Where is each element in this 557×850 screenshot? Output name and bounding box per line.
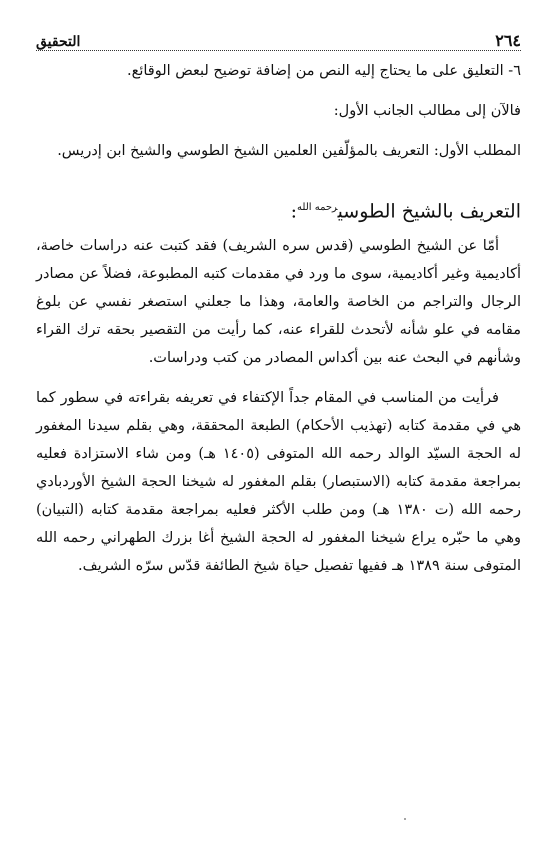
document-page: [36, 26, 521, 580]
paragraph-2: فرأيت من المناسب في المقام جداً الإكتفاء في تعريفه بقراءته في سطور كما هي في مقدمة كتابه (تهذيب الأحكام) الطبعة المحققة، وهي بقلم سيدنا المغفور له الحجة السيّد الوالد رحمه الله المتوفى (١٤٠٥ هـ) ومن شاء الاستزادة فعليه بمراجعة مقدمة كتابه (الاستبصار) بقلم المغفور له شيخنا الحجة الشيخ الأوردبادي رحمه الله (ت ١٣٨٠ هـ) ومن طلب الأكثر فعليه بمراجعة مقدمة كتابه (التبيان) وهي ما حبّره يراع شيخنا المغفور له الحجة الشيخ أغا بزرك الطهراني رحمه الله المتوفى سنة ١٣٨٩ هـ ففيها تفصيل حياة شيخ الطائفة قدّس سرّه الشريف.: [36, 390, 521, 575]
section-heading-text: التعريف بالشيخ الطوسي: [337, 200, 521, 223]
heading-colon: :: [290, 200, 298, 223]
scan-speck: [404, 818, 406, 820]
list-item-6: ٦- التعليق على ما يحتاج إليه النص من إضافة توضيح لبعض الوقائع.: [127, 63, 521, 79]
page-header: [36, 26, 521, 51]
transition-line: فالآن إلى مطالب الجانب الأول:: [333, 103, 521, 119]
section-heading: [36, 193, 521, 226]
paragraph-1: أمّا عن الشيخ الطوسي (قدس سره الشريف) فقد كتبت عنه دراسات خاصة، أكاديمية وغير أكاديمية، سوى ما ورد في مقدمات كتبه المطبوعة، فضلاً عن مصادر الرجال والتراجم من الخاصة والعامة، وهذا ما جعلني استصغر نفسي عن بلوغ مقامه في علو شأنه لأتحدث للقراء عنه، كما رأيت من التقصير بحقه ترك القراء وشأنهم في البحث عنه بين أكداس المصادر من كتب ودراسات.: [36, 238, 521, 367]
first-topic: المطلب الأول: التعريف بالمؤلّفين العلمين الشيخ الطوسي والشيخ ابن إدريس.: [57, 143, 521, 159]
page-number: ٢٦٤: [495, 31, 521, 50]
running-title: التحقيق: [36, 34, 81, 50]
honorific-glyph: رحمه الله: [297, 202, 338, 213]
